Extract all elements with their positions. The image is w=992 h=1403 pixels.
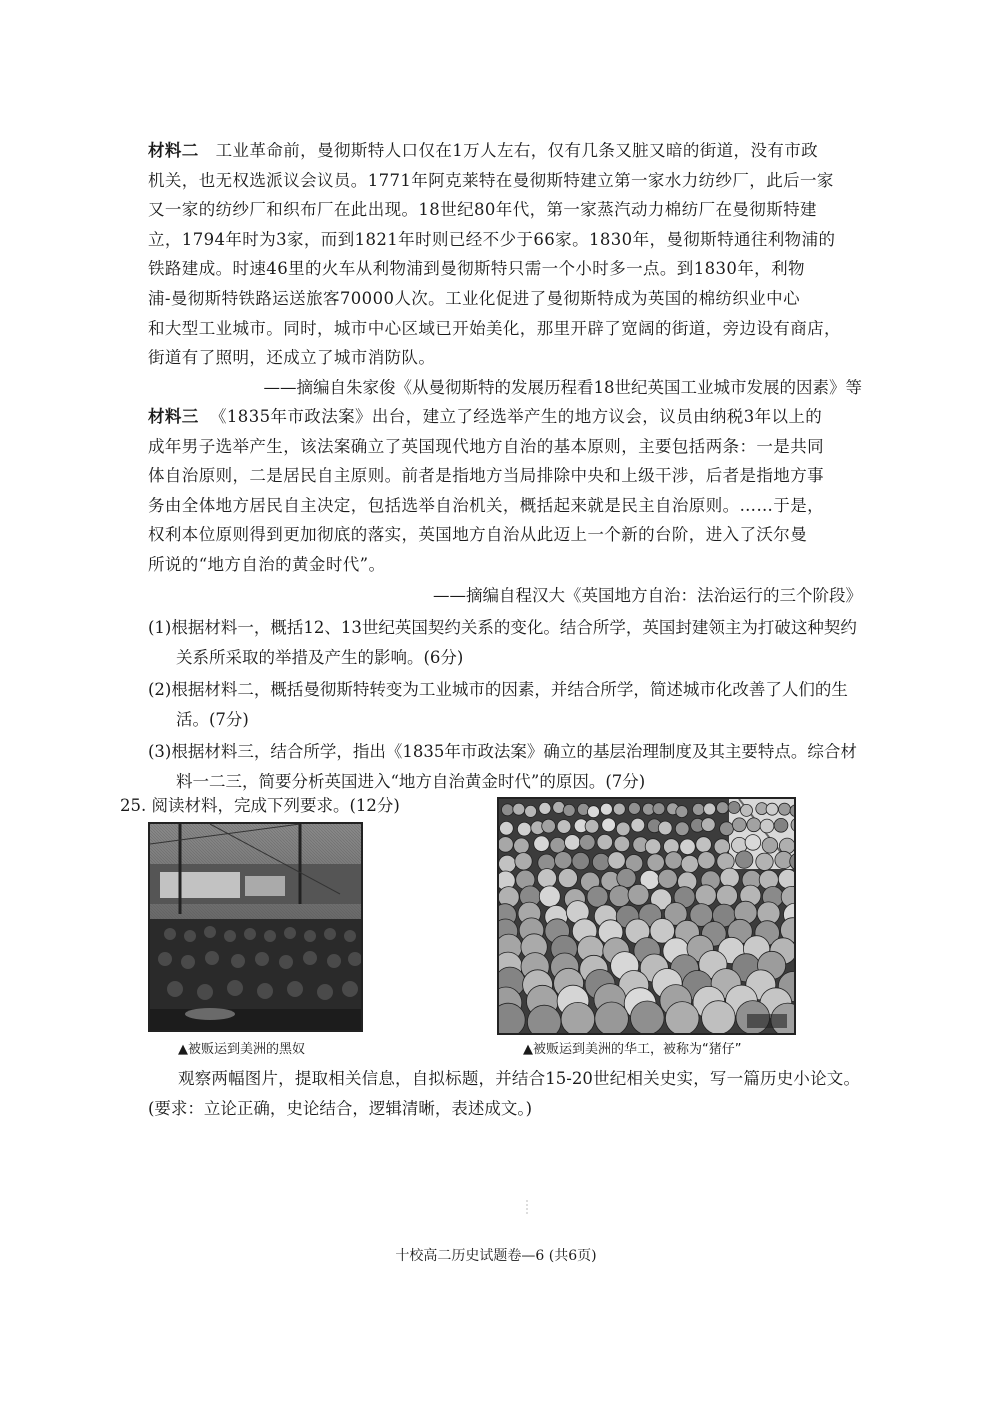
question-3: (3)根据材料三，结合所学，指出《1835年市政法案》确立的基层治理制度及其主要特点。综合材料一二三，简要分析英国进入“地方自治黄金时代”的原因。(7分) bbox=[148, 742, 857, 791]
material-3-text-3: 务由全体地方居民自主决定，包括选举自治机关，概括起来就是民主自治原则。……于是， bbox=[148, 495, 824, 515]
material-3-text-4: 权利本位原则得到更加彻底的落实，英国地方自治从此迈上一个新的台阶，进入了沃尔曼 bbox=[148, 525, 808, 545]
material-2-text-4: 铁路建成。时速46里的火车从利物浦到曼彻斯特只需一个小时多一点。到1830年，利物 bbox=[148, 259, 805, 279]
question-2: (2)根据材料二，概括曼彻斯特转变为工业城市的因素，并结合所学，简述城市化改善了人们的生活。(7分) bbox=[148, 680, 848, 729]
material-3-text-2: 体自治原则，二是居民自主原则。前者是指地方当局排除中央和上级干涉，后者是指地方事 bbox=[148, 466, 824, 486]
material-2-text-1: 机关，也无权选派议会议员。1771年阿克莱特在曼彻斯特建立第一家水力纺纱厂，此后一家 bbox=[148, 170, 834, 190]
page-footer: 十校高二历史试题卷—6 (共6页) bbox=[395, 1248, 597, 1264]
caption-left: ▲被贩运到美洲的黑奴 bbox=[178, 1042, 305, 1057]
material-2-text-2: 又一家的纺纱厂和织布厂在此出现。18世纪80年代，第一家蒸汽动力棉纺厂在曼彻斯特建 bbox=[148, 200, 817, 220]
question-25-heading: 25. 阅读材料，完成下列要求。(12分) bbox=[120, 796, 400, 815]
material-3-text-5: 所说的“地方自治的黄金时代”。 bbox=[148, 554, 386, 574]
material-3-text-0: 《1835年市政法案》出台，建立了经选举产生的地方议会，议员由纳税3年以上的 bbox=[210, 407, 823, 426]
material-2-text-7: 街道有了照明，还成立了城市消防队。 bbox=[148, 348, 436, 368]
material-2-text-3: 立，1794年时为3家，而到1821年时则已经不少于66家。1830年，曼彻斯特通往利物浦的 bbox=[148, 229, 836, 249]
material-2-text-0: 工业革命前，曼彻斯特人口仅在1万人左右，仅有几条又脏又暗的街道，没有市政 bbox=[215, 141, 819, 160]
material-2-label: 材料二 bbox=[148, 141, 199, 160]
material-3-label: 材料三 bbox=[148, 407, 199, 426]
material-2 bbox=[148, 136, 860, 373]
material-3-text-1: 成年男子选举产生，该法案确立了英国现代地方自治的基本原则，主要包括两条：一是共同 bbox=[148, 436, 824, 456]
question-25-instruction: 观察两幅图片，提取相关信息，自拟标题，并结合15-20世纪相关史实，写一篇历史小论文。(要求：立论正确，史论结合，逻辑清晰，表述成文。) bbox=[148, 1069, 860, 1118]
question-1: (1)根据材料一，概括12、13世纪英国契约关系的变化。结合所学，英国封建领主为打破这种契约关系所采取的举措及产生的影响。(6分) bbox=[148, 618, 857, 667]
scan-speck bbox=[524, 1200, 530, 1214]
material-2-text-5: 浦-曼彻斯特铁路运送旅客70000人次。工业化促进了曼彻斯特成为英国的棉纺织业中心 bbox=[148, 288, 800, 308]
material-3-source: ——摘编自程汉大《英国地方自治：法治运行的三个阶段》 bbox=[433, 586, 862, 605]
material-3 bbox=[148, 402, 860, 580]
slave-ship-photo bbox=[148, 822, 363, 1032]
material-2-line-1 bbox=[148, 136, 860, 166]
material-3-line-1 bbox=[148, 402, 860, 432]
material-2-source: ——摘编自朱家俊《从曼彻斯特的发展历程看18世纪英国工业城市发展的因素》等 bbox=[263, 378, 862, 397]
chinese-laborers-photo bbox=[497, 797, 796, 1035]
caption-right: ▲被贩运到美洲的华工，被称为“猪仔” bbox=[523, 1042, 742, 1057]
material-2-text-6: 和大型工业城市。同时，城市中心区域已开始美化，那里开辟了宽阔的街道，旁边设有商店， bbox=[148, 318, 841, 338]
